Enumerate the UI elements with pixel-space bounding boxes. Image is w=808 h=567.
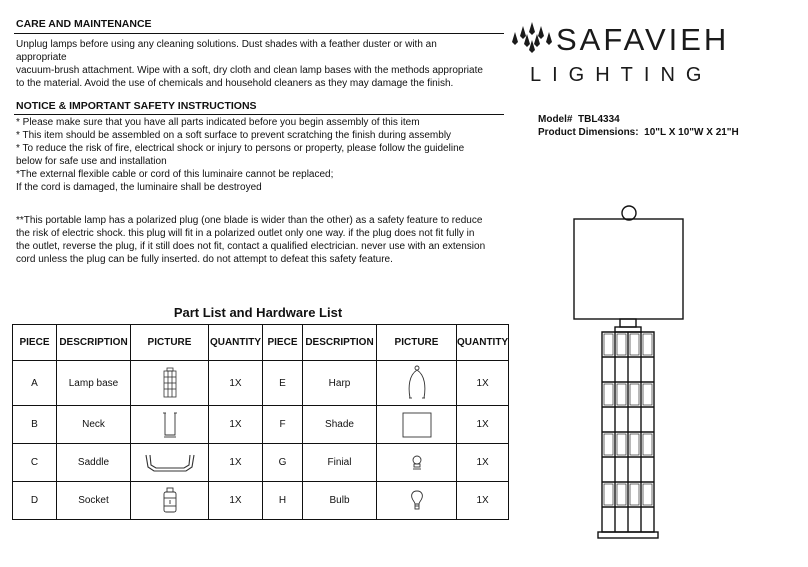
table-row: [13, 482, 509, 520]
header-picture: PICTURE: [131, 325, 209, 361]
parts-table: [12, 324, 509, 520]
chandelier-icon: [512, 20, 552, 54]
safety-line: * Please make sure that you have all parts indicated before you begin assembly of this item: [16, 117, 420, 128]
header-piece: PIECE: [263, 325, 303, 361]
table-row: [13, 444, 509, 482]
picture-cell: [377, 482, 457, 520]
picture-cell: [377, 361, 457, 406]
description-cell: Lamp base: [57, 361, 131, 406]
quantity-cell: 1X: [457, 361, 509, 406]
care-line: vacuum-brush attachment. Wipe with a soft, dry cloth and clean lamp bases with the methods appropriate: [16, 65, 483, 76]
table-lamp-icon: [560, 200, 690, 550]
saddle-icon: [144, 451, 196, 475]
quantity-cell: 1X: [209, 406, 263, 444]
picture-cell: [377, 406, 457, 444]
divider: [14, 114, 504, 115]
piece-cell: G: [263, 444, 303, 482]
quantity-cell: 1X: [457, 406, 509, 444]
lamp-base-icon: [162, 367, 178, 399]
finial-icon: [411, 455, 423, 471]
header-description: DESCRIPTION: [57, 325, 131, 361]
picture-cell: [131, 361, 209, 406]
quantity-cell: 1X: [209, 482, 263, 520]
parts-title: Part List and Hardware List: [173, 305, 343, 320]
safety-line: * This item should be assembled on a soft surface to prevent scratching the finish during assembly: [16, 130, 452, 141]
description-cell: Harp: [303, 361, 377, 406]
care-line: Unplug lamps before using any cleaning solutions. Dust shades with a feather duster or with an: [16, 39, 437, 50]
shade-icon: [402, 412, 432, 438]
picture-cell: [131, 444, 209, 482]
care-line: to the material. Avoid the use of chemicals and household cleaners as they may damage the finish.: [16, 78, 454, 89]
brand-logo: [512, 20, 552, 59]
dimensions-line: [538, 127, 739, 138]
header-quantity: QUANTITY: [457, 325, 509, 361]
care-heading: CARE AND MAINTENANCE: [16, 18, 152, 30]
plug-line: **This portable lamp has a polarized plug (one blade is wider than the other) as a safety feature to reduce: [16, 215, 483, 226]
safety-line: * To reduce the risk of fire, electrical shock or injury to persons or property, please follow the guideline: [16, 143, 465, 154]
piece-cell: D: [13, 482, 57, 520]
brand-name: SAFAVIEH: [556, 22, 730, 57]
care-text: [16, 38, 483, 90]
model-line: [538, 114, 620, 125]
neck-icon: [161, 411, 179, 439]
description-cell: Neck: [57, 406, 131, 444]
safety-heading: NOTICE & IMPORTANT SAFETY INSTRUCTIONS: [16, 100, 257, 112]
plug-line: cord unless the plug can be fully inserted. do not attempt to defeat this safety feature.: [16, 254, 393, 265]
plug-line: the outlet, reverse the plug, if it still does not fit, contact a qualified electrician. never use with an extension: [16, 241, 486, 252]
safety-line: If the cord is damaged, the luminaire shall be destroyed: [16, 182, 262, 193]
brand-sub: LIGHTING: [530, 64, 713, 86]
header-picture: PICTURE: [377, 325, 457, 361]
table-header-row: [13, 325, 509, 361]
picture-cell: [131, 482, 209, 520]
piece-cell: F: [263, 406, 303, 444]
header-quantity: QUANTITY: [209, 325, 263, 361]
picture-cell: [377, 444, 457, 482]
table-row: [13, 361, 509, 406]
dimensions-value: 10"L X 10"W X 21"H: [644, 127, 739, 138]
socket-icon: [162, 487, 178, 515]
quantity-cell: 1X: [209, 361, 263, 406]
picture-cell: [131, 406, 209, 444]
piece-cell: B: [13, 406, 57, 444]
header-description: DESCRIPTION: [303, 325, 377, 361]
divider: [14, 33, 504, 34]
lamp-illustration: [560, 200, 690, 555]
safety-text: [16, 116, 464, 194]
description-cell: Saddle: [57, 444, 131, 482]
harp-icon: [405, 365, 429, 401]
piece-cell: A: [13, 361, 57, 406]
quantity-cell: 1X: [209, 444, 263, 482]
quantity-cell: 1X: [457, 444, 509, 482]
dimensions-label: Product Dimensions:: [538, 127, 639, 138]
safety-line: *The external flexible cable or cord of this luminaire cannot be replaced;: [16, 169, 334, 180]
plug-text: [16, 214, 485, 266]
model-label: Model#: [538, 114, 573, 125]
description-cell: Bulb: [303, 482, 377, 520]
piece-cell: H: [263, 482, 303, 520]
care-line: appropriate: [16, 52, 67, 63]
quantity-cell: 1X: [457, 482, 509, 520]
description-cell: Finial: [303, 444, 377, 482]
piece-cell: E: [263, 361, 303, 406]
description-cell: Shade: [303, 406, 377, 444]
model-value: TBL4334: [578, 114, 620, 125]
table-row: [13, 406, 509, 444]
plug-line: the risk of electric shock. this plug will fit in a polarized outlet only one way. if the plug does not fit fully in: [16, 228, 475, 239]
description-cell: Socket: [57, 482, 131, 520]
bulb-icon: [410, 490, 424, 512]
safety-line: below for safe use and installation: [16, 156, 167, 167]
header-piece: PIECE: [13, 325, 57, 361]
piece-cell: C: [13, 444, 57, 482]
